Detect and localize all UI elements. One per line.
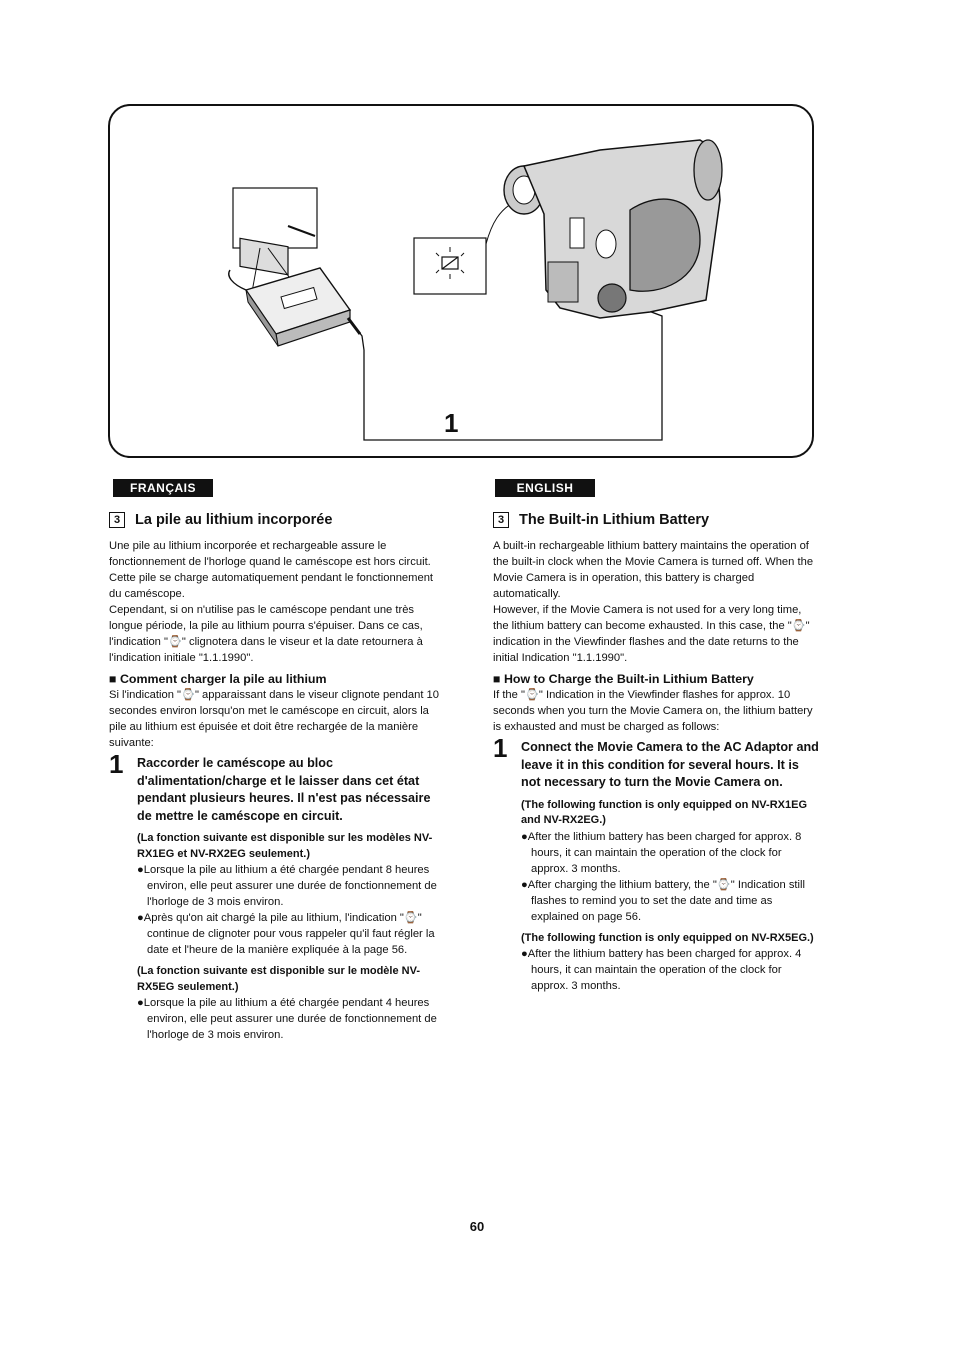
step-1 [493,733,819,994]
step-number: 1 [493,733,508,763]
step-number: 1 [109,749,124,779]
indication-inset-box [414,238,486,294]
model-note-1: (La fonction suivante est disponible sur les modèles NV-RX1EG et NV-RX2EG seulement.) [137,832,433,860]
camcorder [504,140,722,318]
ac-adaptor [229,268,350,346]
lang-badge-english: ENGLISH [495,479,595,497]
lang-badge-french: FRANÇAIS [113,479,213,497]
french-section-heading [109,512,439,528]
section-number-box: 3 [493,512,509,528]
model-note-2: (The following function is only equipped on NV-RX5EG.) [521,931,814,944]
model-note-2: (La fonction suivante est disponible sur le modèle NV-RX5EG seulement.) [137,965,420,993]
section-title: The Built-in Lithium Battery [519,512,710,528]
list-item: ●After the lithium battery has been charged for approx. 8 hours, it can maintain the operation of the clock for approx. 3 months. [521,830,802,875]
section-number-box: 3 [109,512,125,528]
french-column [109,512,439,1043]
list-item: ●Lorsque la pile au lithium a été chargée pendant 8 heures environ, elle peut assurer une durée de fonctionnement de l'horloge de 3 mois environ. [137,864,437,908]
list-item: ●After charging the lithium battery, the "⌚" Indication still flashes to remind you to set the date and time as explained on page 56. [521,878,805,923]
sub-heading: ■ How to Charge the Built-in Lithium Battery [493,672,754,686]
list-item: ●After the lithium battery has been charged for approx. 4 hours, it can maintain the operation of the clock for approx. 3 months. [521,948,802,992]
list-item: ●Lorsque la pile au lithium a été chargée pendant 4 heures environ, elle peut assurer une durée de fonctionnement de l'horloge de 3 mois environ. [137,997,437,1041]
model-note-1: (The following function is only equipped on NV-RX1EG and NV-RX2EG.) [521,798,807,826]
section-title: La pile au lithium incorporée [135,512,333,528]
english-section-heading [493,512,819,528]
intro-paragraph: A built-in rechargeable lithium battery maintains the operation of the built-in clock when the Movie Camera is turned off. When the Movie Camera is in operation, this battery is charged automatically. [493,540,814,600]
plug-icon [240,226,315,275]
english-column [493,512,819,994]
camera-adaptor-illustration [0,0,954,470]
clock-indication-icon [436,247,464,279]
bullet-list-2 [521,946,819,994]
page-number: 60 [469,1219,485,1234]
sub-heading: ■ Comment charger la pile au lithium [109,672,327,686]
bullet-list-2 [137,995,439,1043]
bullet-list-1 [137,862,439,958]
bullet-list-1 [521,829,819,925]
list-item: ●Après qu'on ait chargé la pile au lithium, l'indication "⌚" continue de clignoter pour vous rappeler qu'il faut régler la date et l'heure de la manière expliquée à la page 56. [137,912,435,956]
sub-paragraph: Si l'indication "⌚" apparaissant dans le viseur clignote pendant 10 secondes environ lorsqu'on met le caméscope en circuit, alors la pile au lithium est épuisée et doit être rechargée de la manière suivante: [109,689,439,749]
intro-paragraph: Une pile au lithium incorporée et rechargeable assure le fonctionnement de l'horloge quand le caméscope est hors circuit. Cette pile se charge automatiquement pendant le fonctionnement du caméscope. [109,540,434,600]
step-instruction: Connect the Movie Camera to the AC Adaptor and leave it in this condition for several hours. It is not necessary to turn the Movie Camera on. [521,740,819,789]
intro-paragraph-2: Cependant, si on n'utilise pas le caméscope pendant une très longue période, la pile au lithium pourra s'épuiser. Dans ce cas, l'indication "⌚" clignotera dans le viseur et la date retournera à l'indication initiale "1.1.1990". [109,604,423,664]
step-instruction: Raccorder le caméscope au bloc d'alimentation/charge et le laisser dans cet état pendant plusieurs heures. Il n'est pas nécessaire de mettre le caméscope en circuit. [137,756,431,823]
sub-paragraph: If the "⌚" Indication in the Viewfinder flashes for approx. 10 seconds when you turn the Movie Camera on, the lithium battery is exhausted and must be charged as follows: [493,689,813,733]
intro-paragraph-2: However, if the Movie Camera is not used for a very long time, the lithium battery can become exhausted. In this case, the "⌚" indication in the Viewfinder flashes and the date returns to the initial Indication "1.1.1990". [493,604,810,664]
step-1 [109,749,439,1043]
figure-step-number: 1 [444,408,459,438]
